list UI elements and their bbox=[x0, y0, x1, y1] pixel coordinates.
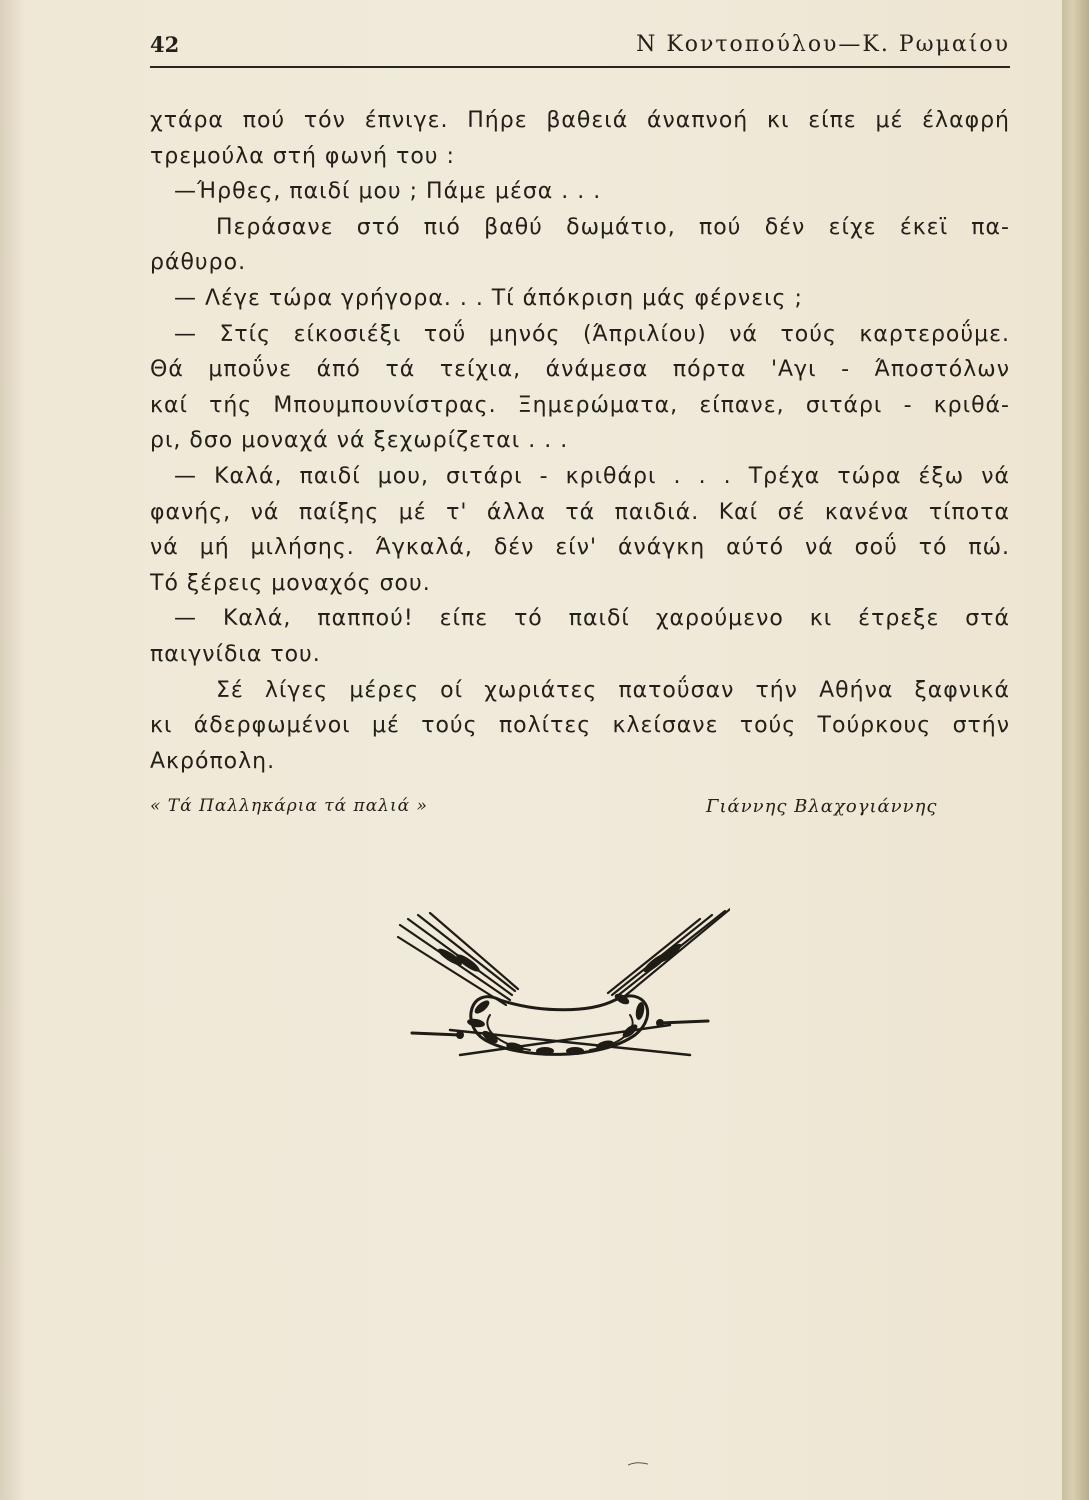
text-line: Περάσανε στό πιό βαθύ δωμάτιο, πού δέν είχε έκεϊ πα- bbox=[216, 214, 1010, 240]
body-text bbox=[150, 103, 1010, 779]
text-line: Τό ξέρεις μοναχός σου. bbox=[150, 570, 431, 596]
text-line: Σέ λίγες μέρες οί χωριάτες πατοΰσαν τήν Αθήνα ξαφνικά bbox=[216, 677, 1010, 703]
page-edge bbox=[1062, 0, 1089, 1500]
text-line: κι άδερφωμένοι μέ τούς πολίτες κλείσανε τούς Τούρκους στήν bbox=[150, 713, 1010, 739]
page-number: 42 bbox=[150, 32, 180, 57]
source-citation: « Τά Παλληκάρια τά παλιά » bbox=[150, 796, 428, 816]
text-line: — Καλά, παιδί μου, σιτάρι - κριθάρι . . . Τρέχα τώρα έξω νά bbox=[174, 463, 1010, 489]
text-line: ράθυρο. bbox=[150, 250, 247, 276]
text-line: Ακρόπολη. bbox=[150, 748, 276, 774]
text-line: νά μή μιλήσης. Άγκαλά, δέν είν' άνάγκη αύτό νά σοΰ τό πώ. bbox=[150, 535, 1010, 561]
text-line: — Καλά, παππού! είπε τό παιδί χαρούμενο κι έτρεξε στά bbox=[174, 606, 1010, 632]
text-line: Θά μποΰνε άπό τά τείχια, άνάμεσα πόρτα 'Αγι - Άποστόλων bbox=[150, 357, 1010, 383]
text-line: χτάρα πού τόν έπνιγε. Πήρε βαθειά άναπνοή κι είπε μέ έλαφρή bbox=[150, 108, 1010, 133]
page-gutter-shadow bbox=[0, 0, 26, 1500]
text-line: καί τής Μπουμπουνίστρας. Ξημερώματα, είπανε, σιτάρι - κριθά- bbox=[150, 392, 1010, 418]
running-head: Ν Κοντοπούλου—Κ. Ρωμαίου bbox=[636, 32, 1010, 57]
page-header bbox=[150, 30, 1010, 68]
ink-speck bbox=[628, 1462, 648, 1466]
text-line: ρι, δσο μοναχά νά ξεχωρίζεται . . . bbox=[150, 428, 569, 454]
text-line: παιγνίδια του. bbox=[150, 641, 321, 667]
text-line: — Στίς είκοσιέξι τοΰ μηνός (Άπριλίου) νά τούς καρτεροΰμε. bbox=[174, 321, 1010, 347]
author-name: Γιάννης Βλαχογιάννης bbox=[706, 796, 938, 817]
text-line: — Λέγε τώρα γρήγορα. . . Τί άπόκριση μάς φέρνεις ; bbox=[174, 285, 803, 311]
wheat-wreath-ornament-icon bbox=[390, 905, 730, 1065]
text-line: φανής, νά παίξης μέ τ' άλλα τά παιδιά. Καί σέ κανένα τίποτα bbox=[150, 499, 1010, 525]
text-line: —Ήρθες, παιδί μου ; Πάμε μέσα . . . bbox=[174, 179, 602, 205]
text-line: τρεμούλα στή φωνή του : bbox=[150, 143, 455, 169]
